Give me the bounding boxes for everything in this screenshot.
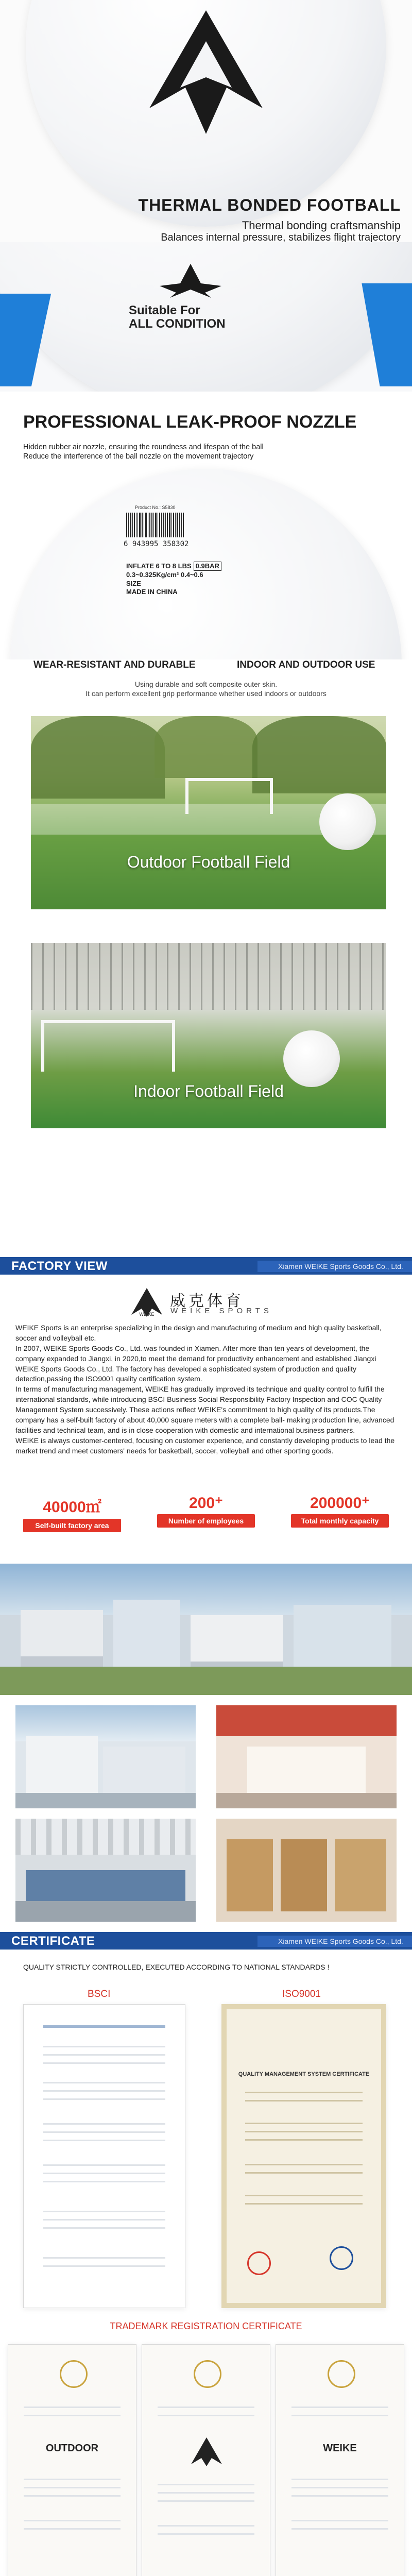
intro-paragraph-2: In 2007, WEIKE Sports Goods Co., Ltd. was founded in Xiamen. After more than ten years of development, the company expanded to Jiangxi, in 2020,to meet the demand for productivity enhancement and established Jiangxi WEIKE Sports Goods Co., Ltd. The factory has developed a sophisticated system of production and quality detection,passing the ISO9001 quality certification system. — [15, 1344, 376, 1383]
factory-section — [0, 1257, 412, 1932]
ball-label-text — [129, 304, 226, 331]
durability-section — [0, 659, 412, 1257]
weike-logo-icon — [131, 1288, 162, 1317]
inflate-bar-box: 0.9BAR — [194, 562, 221, 571]
intro-paragraph-1: WEIKE Sports is an enterprise specializing in the design and manufacturing of medium and high quality basketball, soccer and volleyball etc. — [15, 1324, 382, 1342]
trademark-logo-icon — [191, 2437, 222, 2466]
factory-buildings-photo — [15, 1705, 196, 1808]
production-line-photo — [15, 1819, 196, 1922]
factory-header-strip — [0, 1257, 412, 1275]
intro-paragraph-4: WEIKE is always customer-centered, focusing on customer experience, and constantly developing products to lead the market trend and meet customers' needs for basketball, soccer, volleyball and other sporting goods. — [15, 1436, 395, 1455]
factory-company-tag: Xiamen WEIKE Sports Goods Co., Ltd. — [258, 1261, 412, 1272]
bsci-label: BSCI — [88, 1989, 111, 1999]
hero-subtitle-1: Thermal bonding craftsmanship — [242, 219, 401, 232]
stat-label: Number of employees — [157, 1514, 255, 1528]
trademark-brand-text: WEIKE — [323, 2443, 357, 2454]
trademark-label: TRADEMARK REGISTRATION CERTIFICATE — [110, 2321, 302, 2331]
ball-closeup-section — [0, 242, 412, 392]
stat-value: 200⁺ — [189, 1495, 223, 1512]
stat-value: 40000㎡ — [43, 1499, 101, 1516]
made-in-china: MADE IN CHINA — [126, 587, 178, 596]
inflate-line-2: 0.3~0.325Kg/cm² 0.4~0.6 — [126, 571, 203, 579]
ball-logo-icon — [149, 10, 263, 134]
stat-label: Self-built factory area — [23, 1519, 121, 1532]
leak-proof-title: PROFESSIONAL LEAK-PROOF NOZZLE — [23, 412, 357, 432]
company-stats — [15, 1494, 397, 1551]
indoor-field-photo — [31, 943, 386, 1128]
stat-employees — [149, 1494, 263, 1528]
factory-aerial-photo — [0, 1564, 412, 1695]
leak-proof-desc-1: Hidden rubber air nozzle, ensuring the roundness and lifespan of the ball — [23, 443, 264, 451]
trademark-certificate-1 — [8, 2344, 136, 2576]
stat-factory-area — [15, 1494, 129, 1532]
certificate-header-strip — [0, 1932, 412, 1950]
certificate-section — [0, 1932, 412, 2576]
outdoor-field-caption: Outdoor Football Field — [127, 853, 290, 871]
leak-proof-section — [0, 392, 412, 659]
certificate-company-tag: Xiamen WEIKE Sports Goods Co., Ltd. — [258, 1936, 412, 1947]
inflate-info — [126, 562, 221, 596]
hero-subtitle-2: Balances internal pressure, stabilizes flight trajectory — [161, 232, 401, 242]
trademark-brand-text: OUTDOOR — [45, 2443, 99, 2454]
hero-title: THERMAL BONDED FOOTBALL — [138, 196, 401, 214]
stat-value: 200000⁺ — [310, 1495, 370, 1512]
iso9001-certificate-image — [221, 2004, 386, 2308]
stat-monthly-capacity — [283, 1494, 397, 1528]
outdoor-field-photo — [31, 716, 386, 909]
indoor-outdoor-title: INDOOR AND OUTDOOR USE — [237, 659, 375, 670]
bsci-certificate-image — [23, 2004, 185, 2308]
company-intro — [15, 1323, 397, 1456]
barcode-number: 6 943995 358302 — [124, 540, 189, 548]
hero-section — [0, 0, 412, 242]
weike-star-logo-icon — [144, 263, 237, 299]
intro-paragraph-3: In terms of manufacturing management, WEIKE has gradually improved its technique and quality control to fulfill the international standards, while introducing BSCI Business Social Responsibility Factory Inspection and COC Quality Management System successively. These actions reflect WEIKE's commitment to high quality of its products.The company has a self-built factory of about 40,000 square meters with a complete ball- making production line, advanced facilities and technical team, and is in close cooperation with domestic and international business partners. — [15, 1385, 394, 1434]
iso-certificate-heading: QUALITY MANAGEMENT SYSTEM CERTIFICATE — [238, 2071, 370, 2077]
logo-chinese-text: 威克体育 — [170, 1292, 244, 1310]
quality-note: QUALITY STRICTLY CONTROLLED, EXECUTED ACCORDING TO NATIONAL STANDARDS ! — [23, 1963, 330, 1971]
inflate-line-1: INFLATE 6 TO 8 LBS — [126, 562, 192, 570]
product-number: Product No.: S5830 — [135, 505, 176, 510]
factory-header-title: FACTORY VIEW — [11, 1259, 108, 1273]
wear-resistant-title: WEAR-RESISTANT AND DURABLE — [33, 659, 196, 670]
weike-logo-text: WEIKE — [139, 1312, 154, 1317]
inflate-line-3: SIZE — [126, 579, 141, 587]
durability-desc-2: It can perform excellent grip performance whether used indoors or outdoors — [85, 689, 327, 698]
iso9001-label: ISO9001 — [282, 1989, 321, 1999]
barcode-image — [126, 513, 203, 537]
ball-label-line-1: Suitable For — [129, 303, 200, 317]
trademark-certificate-3 — [276, 2344, 404, 2576]
logo-english-text: WEIKE SPORTS — [170, 1307, 272, 1315]
warehouse-photo — [216, 1819, 397, 1922]
trademark-certificate-2 — [142, 2344, 270, 2576]
certificate-header-title: CERTIFICATE — [11, 1934, 95, 1948]
leak-proof-desc-2: Reduce the interference of the ball nozzle on the movement trajectory — [23, 452, 254, 461]
durability-desc-1: Using durable and soft composite outer skin. — [134, 680, 278, 688]
stat-label: Total monthly capacity — [291, 1514, 389, 1528]
ball-label-line-2: ALL CONDITION — [129, 317, 226, 331]
indoor-field-caption: Indoor Football Field — [133, 1082, 284, 1100]
showroom-photo — [216, 1705, 397, 1808]
